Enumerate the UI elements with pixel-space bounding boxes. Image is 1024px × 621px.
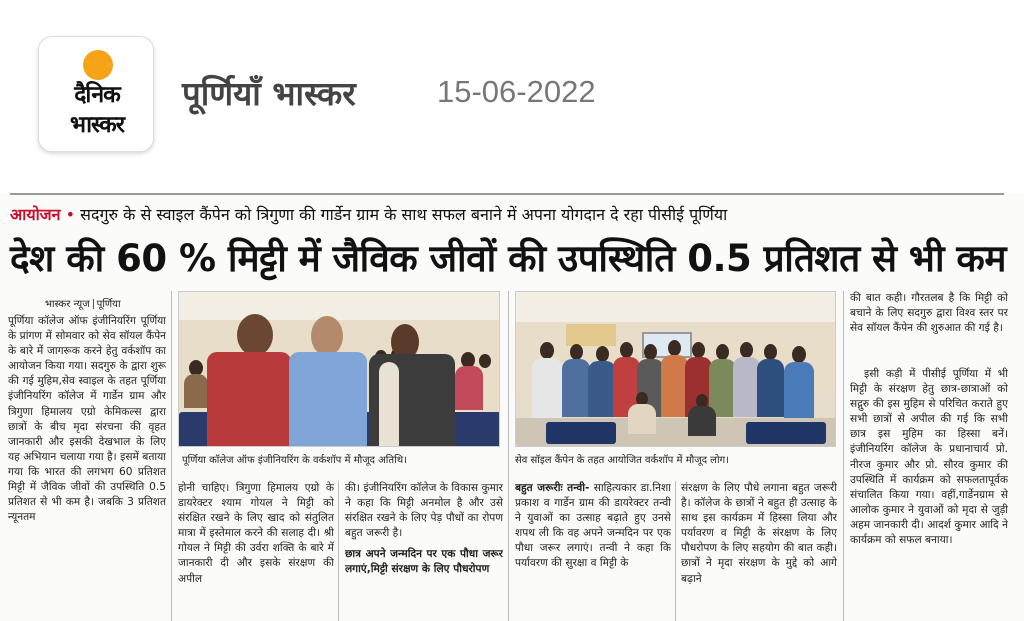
- byline: [45, 296, 121, 310]
- top-rule: [10, 193, 1004, 195]
- kicker-line: [10, 203, 727, 225]
- sun-icon: [83, 50, 113, 80]
- byline-city: पूर्णिया: [96, 299, 121, 310]
- column-1-text: पूर्णिया कॉलेज ऑफ इंजीनियरिंग पूर्णिया के प्रांगण में सोमवार को सेव सॉयल कैंपेन के बारे में जागरूक करने हेतु वर्कशॉप का आयोजन किया गया। सदगुरु के द्वारा शुरू की गई मुहिम,सेव स्वाइल के तहत पूर्णिया इंजीनियरिंग कॉलेज में गार्डेन ग्राम और त्रिगुणा हिमालय एग्रो केमिकल्स द्वारा छात्रों के बीच मृदा संरचना की वृहत जानकारी और इसकी देखभाल के लिए यह अभियान चलाया गया है। इसमें बताया गया कि भारत की लगभग 60 प्रतिशत मिट्टी में जैविक जीवों की उपस्थिति 0.5 प्रतिशत से भी कम है। जबकि 3 प्रतिशत न्यूनतम: [8, 315, 166, 524]
- article-column-2: [178, 481, 334, 621]
- column-4-lead: बहुत जरूरीः तन्वी-: [515, 482, 590, 494]
- column-6-top-text: की बात कही। गौरतलब है कि मिट्टी को बचाने के लिए सदगुरु द्वारा विश्व स्तर पर सेव सॉयल कैंपेन की शुरुआत की गई है।: [850, 292, 1008, 335]
- column-3-subhead: छात्र अपने जन्मदिन पर एक पौधा जरूर लगाएं,मिट्टी संरक्षण के लिए पौधरोपण: [345, 548, 503, 576]
- kicker-tag: आयोजन: [10, 205, 61, 224]
- column-5-text: संरक्षण के लिए पौधे लगाना बहुत जरूरी है। कॉलेज के छात्रों ने बहुत ही उत्साह के साथ इस कार्यक्रम में हिस्सा लिया और पर्यावरण व मिट्टी के संरक्षण के लिए पौधरोपण के लिए सहयोग की बात कही। छात्रों ने मृदा संरक्षण के मुद्दे को आगे बढ़ाने: [681, 482, 837, 585]
- logo-line-2: भास्कर: [69, 112, 125, 138]
- newspaper-logo: [38, 36, 154, 152]
- news-clipping: [0, 193, 1024, 621]
- bullet-icon: •: [65, 205, 81, 224]
- column-divider: [843, 291, 844, 621]
- article-column-1: [8, 314, 166, 619]
- column-divider: [338, 481, 339, 621]
- photo-workshop-group: [515, 291, 836, 447]
- column-3-text: की। इंजीनियरिंग कॉलेज के विकास कुमार ने कहा कि मिट्टी अनमोल है और उसे संरक्षित रखने के लिए पेड़ पौधों का रोपण बहुत जरूरी है।: [345, 482, 503, 540]
- article-column-6-top: [850, 291, 1008, 366]
- logo-line-1: दैनिक: [74, 82, 120, 108]
- column-6-bottom-text: इसी कड़ी में पीसीई पूर्णिया में भी मिट्टी के संरक्षण हेतु छात्र-छात्राओं को सद्गुरु की इस मुहिम से परिचित कराते हुए सभी छात्रों से अपील की गई कि सभी छात्र इस मुहिम का हिस्सा बनें। इंजीनियरिंग कॉलेज के प्रधानाचार्य प्रो. नीरज कुमार और प्रो. सौरव कुमार की उपस्थिति में कार्यक्रम को सफलतापूर्वक संचालित किया गया। वहीं,गार्डेनग्राम से आलोक कुमार ने युवाओं को मृदा से जुड़ी अहम जानकारी दी। आदर्श कुमार आदि ने कार्यक्रम को सफल बनाया।: [850, 368, 1008, 547]
- column-divider: [171, 291, 172, 621]
- headline: देश की 60 % मिट्टी में जैविक जीवों की उपस्थिति 0.5 प्रतिशत से भी कम: [10, 237, 1006, 280]
- photo-2-caption: सेव सॉइल कैंपेन के तहत आयोजित वर्कशॉप में मौजूद लोग।: [515, 455, 729, 466]
- kicker-text: सदगुरु के से स्वाइल कैंपेन को त्रिगुणा की गार्डेन ग्राम के साथ सफल बनाने में अपना योगदान दे रहा पीसीई पूर्णिया: [80, 205, 728, 224]
- column-4-text: साहित्यकार डा.निशा प्रकाश व गार्डेन ग्राम की डायरेक्टर तन्वी ने युवाओं का उत्साह बढ़ाते हुए उनसे शपथ ली कि वह अपने जन्मदिन पर एक पौधा जरूर लगाएं। तन्वी ने कहा कि पर्यावरण की सुरक्षा व मिट्टी के: [515, 482, 671, 570]
- edition-name: पूर्णियाँ भास्कर: [182, 74, 356, 113]
- article-column-5: [681, 481, 837, 621]
- edition-date: 15-06-2022: [437, 74, 596, 109]
- article-column-4: [515, 481, 671, 621]
- article-column-3: [345, 481, 503, 621]
- column-divider: [675, 481, 676, 621]
- photo-guests: [178, 291, 500, 447]
- column-2-text: होनी चाहिए। त्रिगुणा हिमालय एग्रो के डायरेक्टर श्याम गोयल ने मिट्टी को संरक्षित रखने के लिए खाद को संतुलित मात्रा में इस्तेमाल करने की सलाह दी। श्री गोयल ने मिट्टी की उर्वरा शक्ति के बारे में जानकारी दी और इसके संरक्षण की अपील: [178, 482, 334, 585]
- byline-source: भास्कर न्यूज: [45, 299, 90, 310]
- article-column-6-bottom: [850, 367, 1008, 621]
- photo-1-caption: पूर्णिया कॉलेज ऑफ इंजीनियरिंग के वर्कशॉप में मौजूद अतिथि।: [182, 455, 407, 466]
- column-divider: [508, 291, 509, 621]
